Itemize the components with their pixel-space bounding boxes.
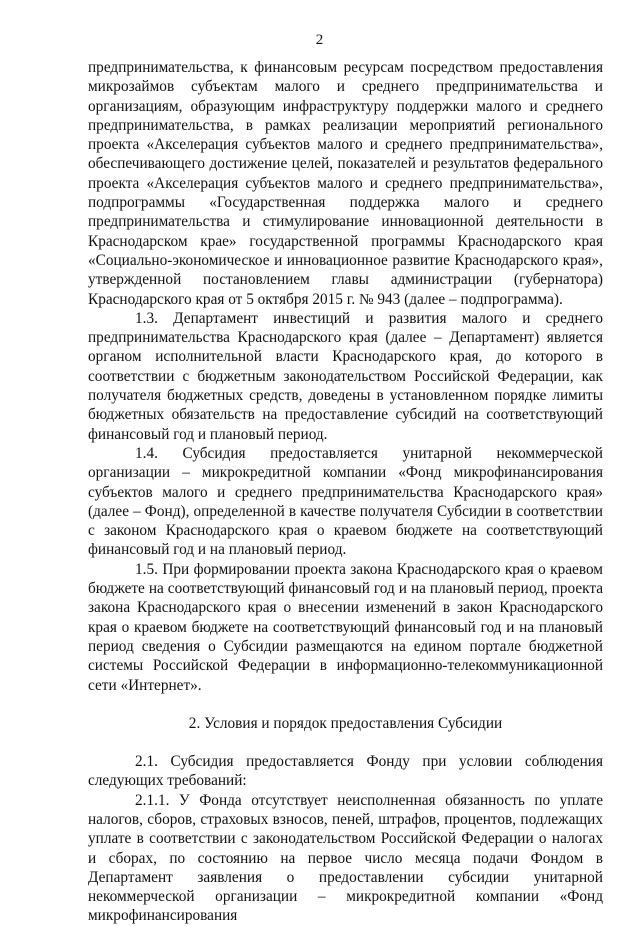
paragraph-1-5: 1.5. При формировании проекта закона Краснодарского края о краевом бюджете на соответствующий финансовый год и на плановый период, проекта закона Краснодарского края о внесении изменений в закон Краснодарского края о краевом бюджете на соответствующий финансовый год и на плановый период сведения о Субсидии размещаются на едином портале бюджетной системы Российской Федерации в информационно-телекоммуникационной сети «Интернет». bbox=[88, 560, 603, 694]
paragraph-1-2-continuation: предпринимательства, к финансовым ресурсам посредством предоставления микрозаймов субъектам малого и среднего предпринимательства и организациям, образующим инфраструктуру поддержки малого и среднего предпринимательства, в рамках реализации мероприятий регионального проекта «Акселерация субъектов малого и среднего предпринимательства», обеспечивающего достижение целей, показателей и результатов федерального проекта «Акселерация субъектов малого и среднего предпринимательства», подпрограммы «Государственная поддержка малого и среднего предпринимательства и стимулирование инновационной деятельности в Краснодарском крае» государственной программы Краснодарского края «Социально-экономическое и инновационное развитие Краснодарского края», утвержденной постановлением главы администрации (губернатора) Краснодарского края от 5 октября 2015 г. № 943 (далее – подпрограмма). bbox=[88, 59, 603, 308]
section-heading: 2. Условия и порядок предоставления Субсидии bbox=[188, 714, 503, 732]
paragraph-1-4: 1.4. Субсидия предоставляется унитарной некоммерческой организации – микрокредитной компании «Фонд микрофинансирования субъектов малого и среднего предпринимательства Краснодарского края» (далее – Фонд), определенной в качестве получателя Субсидии в соответствии с законом Краснодарского края о краевом бюджете на соответствующий финансовый год и на плановый период. bbox=[88, 444, 603, 559]
paragraph-1-3: 1.3. Департамент инвестиций и развития малого и среднего предпринимательства Краснодарского края (далее – Департамент) является органом исполнительной власти Краснодарского края, до которого в соответствии с бюджетным законодательством Российской Федерации, как получателя бюджетных средств, доведены в установленном порядке лимиты бюджетных обязательств на предоставление субсидий на соответствующий финансовый год и плановый период. bbox=[88, 309, 603, 443]
document-body bbox=[88, 58, 603, 926]
spacer bbox=[88, 695, 603, 714]
paragraph-2-1-1: 2.1.1. У Фонда отсутствует неисполненная обязанность по уплате налогов, сборов, страховых взносов, пеней, штрафов, процентов, подлежащих уплате в соответствии с законодательством Российской Федерации о налогах и сборах, по состоянию на первое число месяца подачи Фондом в Департамент заявления о предоставлении субсидии унитарной некоммерческой организации – микрокредитной компании «Фонд микрофинансирования bbox=[88, 791, 603, 925]
spacer bbox=[88, 733, 603, 752]
page-number: 2 bbox=[315, 32, 324, 48]
paragraph-2-1: 2.1. Субсидия предоставляется Фонду при условии соблюдения следующих требований: bbox=[88, 753, 603, 790]
